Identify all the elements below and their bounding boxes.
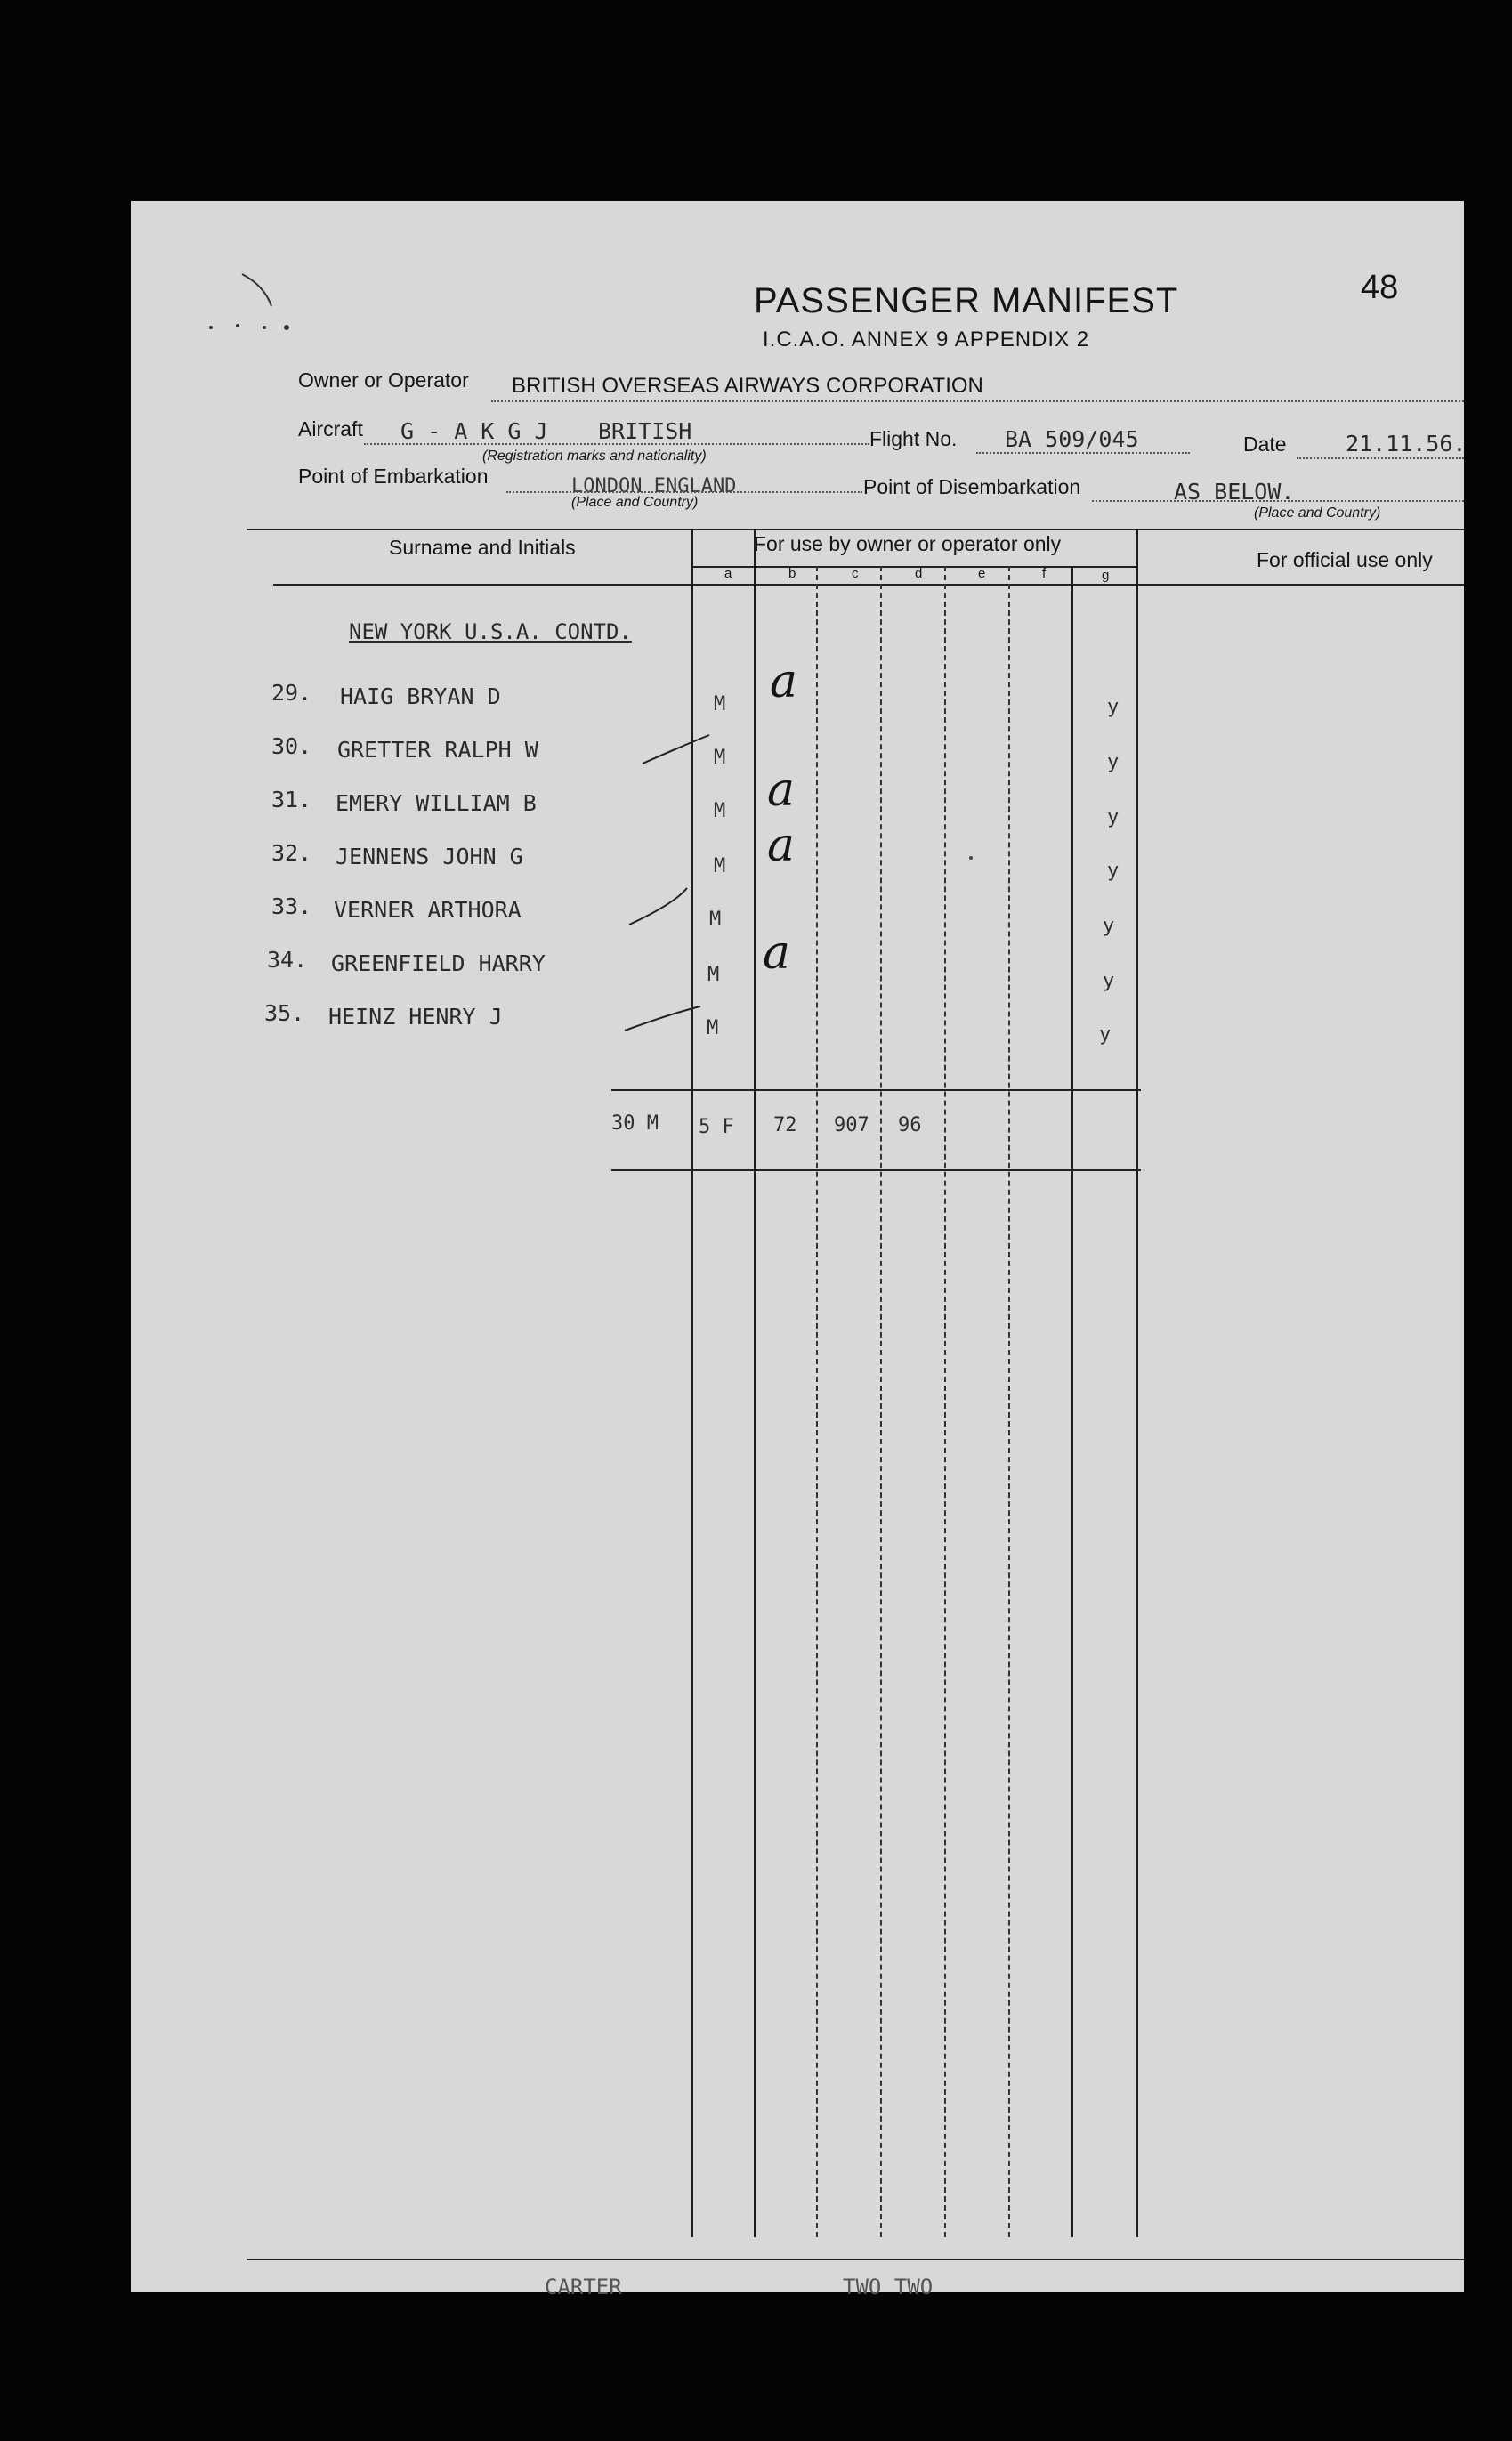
row-number: 32.: [271, 840, 312, 866]
row-number: 34.: [267, 947, 308, 973]
hand-mark-b: a: [763, 926, 791, 980]
official-mark: y: [1099, 1023, 1112, 1046]
official-mark: y: [1107, 860, 1120, 882]
disembarkation-value: AS BELOW.: [1174, 479, 1295, 505]
subcol-b: b: [788, 566, 796, 581]
owner-value: BRITISH OVERSEAS AIRWAYS CORPORATION: [512, 374, 983, 398]
flight-label: Flight No.: [869, 427, 958, 450]
disembarkation-label: Point of Disembarkation: [863, 475, 1081, 498]
hand-mark-b: a: [770, 655, 798, 708]
manifest-sheet: [131, 201, 1467, 2300]
embarkation-hint: (Place and Country): [571, 495, 699, 510]
footer-left: CARTER: [545, 2275, 622, 2300]
section-heading: NEW YORK U.S.A. CONTD.: [349, 619, 632, 644]
embarkation-value: LONDON ENGLAND: [571, 475, 737, 497]
passenger-name: HAIG BRYAN D: [340, 683, 501, 709]
total-col-d: 96: [898, 1114, 922, 1136]
row-number: 31.: [271, 787, 312, 812]
flight-value: BA 509/045: [1005, 426, 1139, 452]
hand-mark-b: a: [767, 819, 796, 872]
subcol-g: g: [1102, 568, 1110, 583]
official-mark: y: [1103, 970, 1115, 992]
passenger-name: VERNER ARTHORA: [334, 897, 522, 923]
col-owner-header: For use by owner or operator only: [754, 532, 1062, 555]
sex-cell: M: [709, 909, 722, 931]
owner-label: Owner or Operator: [298, 368, 469, 392]
embarkation-label: Point of Embarkation: [298, 465, 489, 488]
aircraft-nationality: BRITISH: [598, 418, 692, 444]
total-female: 5 F: [699, 1116, 734, 1138]
sex-cell: M: [714, 855, 726, 877]
passenger-name: JENNENS JOHN G: [336, 844, 523, 869]
official-mark: y: [1107, 751, 1120, 773]
aircraft-registration: G - A K G J: [400, 418, 548, 444]
col-surname-header: Surname and Initials: [389, 536, 576, 559]
row-number: 29.: [271, 680, 312, 706]
official-mark: y: [1107, 696, 1120, 718]
pen-strokes: [131, 201, 1467, 2292]
row-number: 33.: [271, 893, 312, 919]
sex-cell: M: [714, 693, 726, 715]
official-mark: y: [1107, 806, 1120, 828]
footer-right: TWO TWO: [843, 2275, 934, 2300]
document-title: PASSENGER MANIFEST: [754, 281, 1179, 320]
subcol-e: e: [978, 566, 986, 581]
document-subtitle: I.C.A.O. ANNEX 9 APPENDIX 2: [763, 327, 1090, 352]
col-official-header: For official use only: [1257, 548, 1433, 571]
subcol-f: f: [1042, 566, 1047, 581]
subcol-c: c: [852, 566, 859, 581]
aircraft-label: Aircraft: [298, 417, 363, 441]
sex-cell: M: [714, 800, 726, 822]
sex-cell: M: [707, 1017, 719, 1039]
date-label: Date: [1243, 432, 1287, 456]
registration-hint: (Registration marks and nationality): [482, 449, 707, 464]
subcol-d: d: [915, 566, 923, 581]
total-col-b: 72: [773, 1114, 797, 1136]
row-number: 30.: [271, 733, 312, 759]
hand-mark-b: a: [767, 764, 796, 817]
official-mark: y: [1103, 915, 1115, 937]
total-col-c: 907: [834, 1114, 869, 1136]
subcol-a: a: [724, 566, 732, 581]
passenger-name: HEINZ HENRY J: [328, 1004, 503, 1030]
total-male: 30 M: [611, 1112, 659, 1135]
row-number: 35.: [264, 1000, 305, 1026]
passenger-name: GRETTER RALPH W: [337, 737, 538, 763]
passenger-name: GREENFIELD HARRY: [331, 950, 546, 976]
date-value: 21.11.56.: [1346, 431, 1467, 457]
sex-cell: M: [707, 964, 720, 986]
passenger-name: EMERY WILLIAM B: [336, 790, 537, 816]
disembarkation-hint: (Place and Country): [1254, 505, 1381, 521]
page-number: 48: [1361, 269, 1399, 306]
sex-cell: M: [714, 747, 726, 769]
